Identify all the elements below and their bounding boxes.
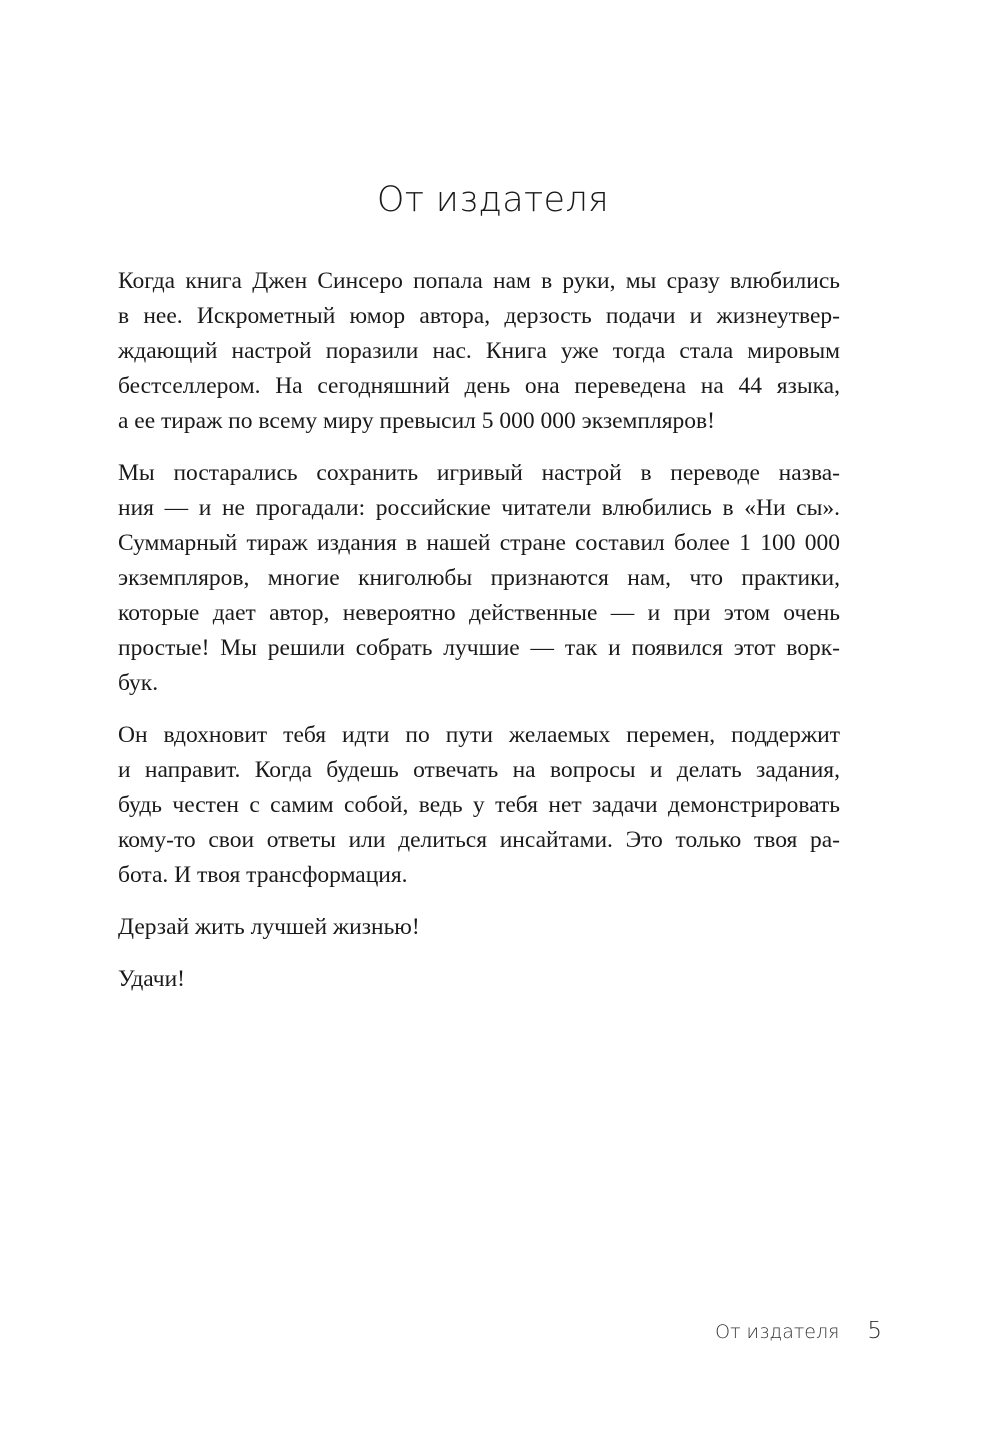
text-line: будь честен с самим собой, ведь у тебя нет задачи демонстрировать (118, 792, 840, 818)
text-line: Мы постарались сохранить игривый настрой в переводе назва- (118, 460, 840, 486)
text-line: простые! Мы решили собрать лучшие — так и появился этот ворк- (118, 635, 840, 661)
text-line: Суммарный тираж издания в нашей стране составил более 1 100 000 (118, 530, 840, 556)
page-number: 5 (867, 1318, 882, 1344)
paragraph-3 (118, 718, 840, 893)
paragraph-5 (118, 962, 840, 997)
body-text (118, 264, 840, 1014)
text-line: бестселлером. На сегодняшний день она переведена на 44 языка, (118, 373, 840, 399)
text-line: кому-то свои ответы или делиться инсайтами. Это только твоя ра- (118, 827, 840, 853)
text-line: бук. (118, 670, 159, 696)
text-line: в нее. Искрометный юмор автора, дерзость подачи и жизнеутвер- (118, 303, 840, 329)
text-line: Удачи! (118, 966, 186, 992)
running-header: От издателя (715, 1321, 840, 1343)
text-line: которые дает автор, невероятно действенные — и при этом очень (118, 600, 840, 626)
text-line: а ее тираж по всему миру превысил 5 000 000 экземпляров! (118, 408, 715, 434)
paragraph-2 (118, 456, 840, 701)
text-line: Когда книга Джен Синсеро попала нам в руки, мы сразу влюбились (118, 268, 840, 294)
text-line: и направит. Когда будешь отвечать на вопросы и делать задания, (118, 757, 840, 783)
paragraph-4 (118, 910, 840, 945)
text-line: ния — и не прогадали: российские читатели влюбились в «Ни сы». (118, 495, 840, 521)
page-footer (715, 1318, 882, 1344)
page-title: От издателя (376, 180, 610, 220)
text-line: Дерзай жить лучшей жизнью! (118, 914, 420, 940)
paragraph-1 (118, 264, 840, 439)
text-line: бота. И твоя трансформация. (118, 862, 408, 888)
text-line: Он вдохновит тебя идти по пути желаемых перемен, поддержит (118, 722, 840, 748)
text-line: экземпляров, многие книголюбы признаются нам, что практики, (118, 565, 840, 591)
text-line: ждающий настрой поразили нас. Книга уже тогда стала мировым (118, 338, 840, 364)
